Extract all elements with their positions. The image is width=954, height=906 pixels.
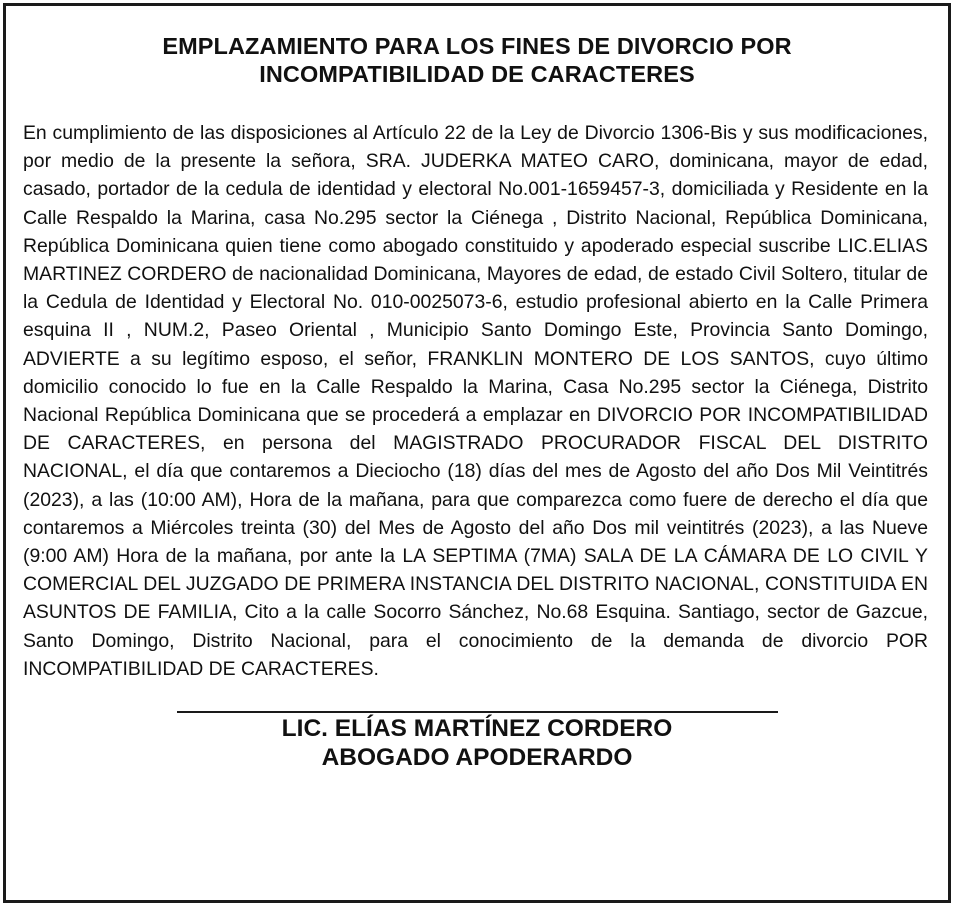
signature-block xyxy=(6,714,948,772)
notice-frame xyxy=(3,3,951,903)
signature-role: ABOGADO APODERARDO xyxy=(321,744,633,772)
title-line-1: EMPLAZAMIENTO PARA LOS FINES DE DIVORCIO POR xyxy=(162,33,792,59)
signature-name: LIC. ELÍAS MARTÍNEZ CORDERO xyxy=(281,715,673,743)
signature-line xyxy=(177,711,778,713)
title-line-2: INCOMPATIBILIDAD DE CARACTERES xyxy=(259,61,695,87)
notice-body-text: En cumplimiento de las disposiciones al Artículo 22 de la Ley de Divorcio 1306-Bis y sus modificaciones, por medio de la presente la señora, SRA. JUDERKA MATEO CARO, dominicana, mayor de edad, casado, portador de la cedula de identidad y electoral No.001-1659457-3, domiciliada y Residente en la Calle Respaldo la Marina, casa No.295 sector la Ciénega , Distrito Nacional, República Dominicana, República Dominicana quien tiene como abogado constituido y apoderado especial suscribe LIC.ELIAS MARTINEZ CORDERO de nacionalidad Dominicana, Mayores de edad, de estado Civil Soltero, titular de la Cedula de Identidad y Electoral No. 010-0025073-6, estudio profesional abierto en la Calle Primera esquina II , NUM.2, Paseo Oriental , Municipio Santo Domingo Este, Provincia Santo Domingo, ADVIERTE a su legítimo esposo, el señor, FRANKLIN MONTERO DE LOS SANTOS, cuyo último domicilio conocido lo fue en la Calle Respaldo la Marina, Casa No.295 sector la Ciénega, Distrito Nacional República Dominicana que se procederá a emplazar en DIVORCIO POR INCOMPATIBILIDAD DE CARACTERES, en persona del MAGISTRADO PROCURADOR FISCAL DEL DISTRITO NACIONAL, el día que contaremos a Dieciocho (18) días del mes de Agosto del año Dos Mil Veintitrés (2023), a las (10:00 AM), Hora de la mañana, para que comparezca como fuere de derecho el día que contaremos a Miércoles treinta (30) del Mes de Agosto del año Dos mil veintitrés (2023), a las Nueve (9:00 AM) Hora de la mañana, por ante la LA SEPTIMA (7MA) SALA DE LA CÁMARA DE LO CIVIL Y COMERCIAL DEL JUZGADO DE PRIMERA INSTANCIA DEL DISTRITO NACIONAL, CONSTITUIDA EN ASUNTOS DE FAMILIA, Cito a la calle Socorro Sánchez, No.68 Esquina. Santiago, sector de Gazcue, Santo Domingo, Distrito Nacional, para el conocimiento de la demanda de divorcio POR INCOMPATIBILIDAD DE CARACTERES. xyxy=(23,122,928,680)
notice-title xyxy=(46,32,908,88)
